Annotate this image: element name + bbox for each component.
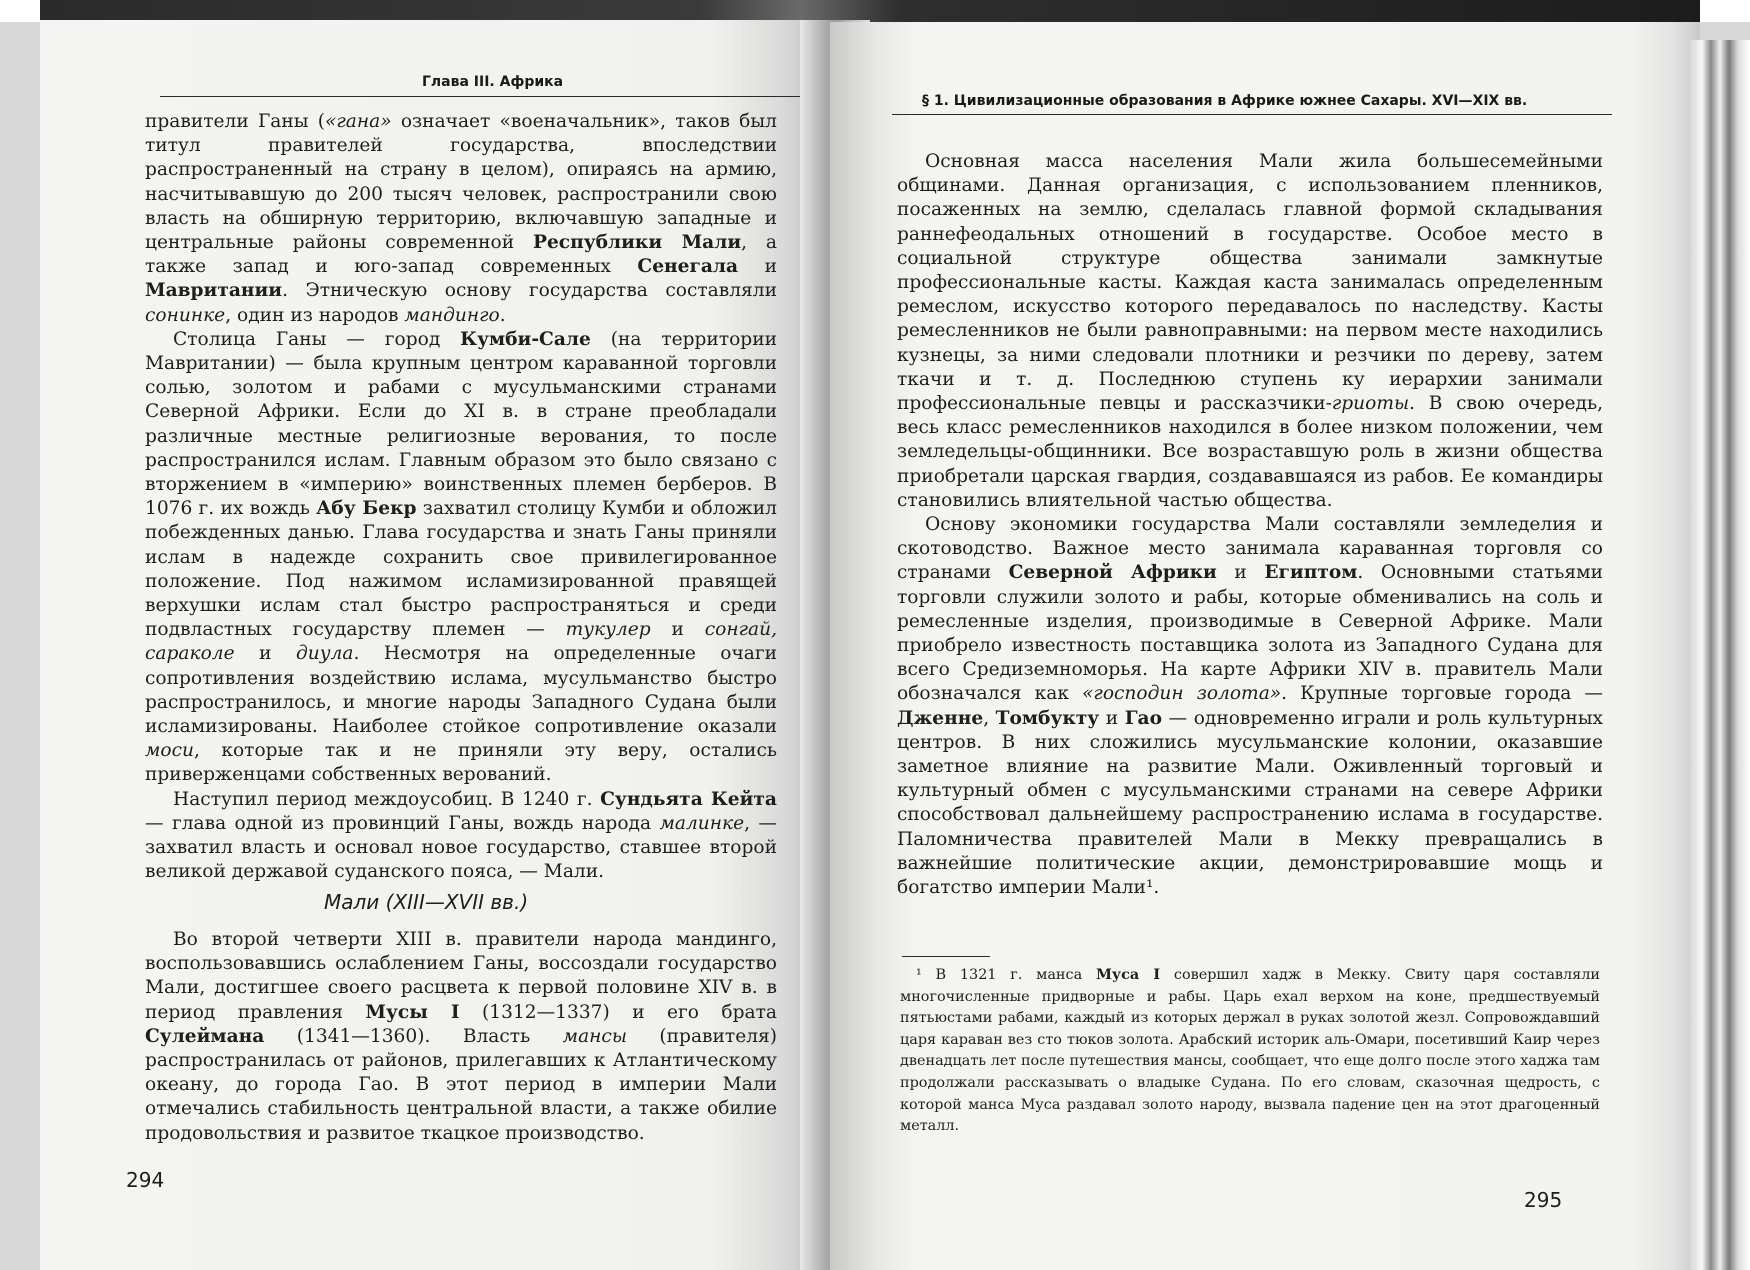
bold-term: Дженне: [897, 707, 984, 729]
italic-term: сонинке: [145, 304, 226, 326]
bold-term: Мавритании: [145, 280, 283, 302]
italic-term: мандинго: [404, 304, 500, 326]
page-number-left: 294: [126, 1168, 165, 1192]
right-page: [830, 22, 1700, 1270]
italic-term: тукулер: [565, 619, 651, 641]
footnote-text: ¹ В 1321 г. манса Муса I совершил хадж в Мекку. Свиту царя составляли многочисленные придворные и рабы. Царь ехал верхом на коне, предшествуемый пятьюстами рабами, каждый из которых держал в руках золотой жезл. Сопровождавший царя караван вез сто тюков золота. Арабский историк аль-Омари, посетивший Каир через двенадцать лет после путешествия мансы, сообщает, что еще долго после этого хаджа там продолжали рассказывать о владыке Судана. По его словам, сказочная щедрость, с которой манса Муса раздавал золото народу, вызвала падение цен на этот драгоценный металл.: [900, 966, 1600, 1135]
italic-term: сонгай, сараколе: [145, 619, 777, 665]
paragraph: Основу экономики государства Мали составляли земледелия и скотоводство. Важное место занимала караванная торговля со странами Северной Африки и Египтом. Основными статьями торговли служили золото и рабы, которые обменивались на соль и ремесленные изделия, производимые в Северной Африке. Мали приобрело известность поставщика золота из Западного Судана для всего Средиземноморья. На карте Африки XIV в. правитель Мали обозначался как «господин золота». Крупные торговые города — Дженне, Томбукту и Гао — одновременно играли и роль культурных центров. В них сложились мусульманские колонии, оказавшие заметное влияние на развитие Мали. Оживленный торговый и культурный обмен с мусульманскими странами на севере Африки способствовал дальнейшему распространению ислама в государстве. Паломничества правителей Мали в Мекку превращались в важнейшие политические акции, демонстрировавшие мощь и богатство империи Мали¹.: [897, 514, 1603, 899]
scan-top-border: [0, 0, 1750, 22]
italic-term: диула: [295, 643, 354, 665]
section-subheading: Мали (XIII—XVII вв.): [324, 890, 529, 914]
italic-term: моси: [145, 740, 194, 762]
bold-term: Мусы I: [365, 1001, 460, 1023]
paragraph: Во второй четверти XIII в. правители народа мандинго, воспользовавшись ослаблением Ганы, воссоздали государство Мали, достигшее своего расцвета к первой половине XIV в. в период правления Мусы I (1312—1337) и его брата Сулеймана (1341—1360). Власть мансы (правителя) распространилась от районов, прилегавших к Атлантическому океану, до города Гао. В этот период в империи Мали отмечались стабильность центральной власти, а также обилие продовольствия и развитое ткацкое производство.: [145, 929, 777, 1144]
paragraph: Столица Ганы — город Кумби-Сале (на территории Мавритании) — была крупным центром караванной торговли солью, золотом и рабами с мусульманскими странами Северной Африки. Если до XI в. в стране преобладали различные местные религиозные верования, то после распространился ислам. Главным образом это было связано с вторжением в «империю» воинственных племен берберов. В 1076 г. их вождь Абу Бекр захватил столицу Кумби и обложил побежденных данью. Глава государства и знать Ганы приняли ислам в надежде сохранить свое привилегированное положение. Под нажимом исламизированной правящей верхушки ислам стал быстро распространяться и среди подвластных государству племен — тукулер и сонгай, сараколе и диула. Несмотря на определенные очаги сопротивления воздействию ислама, мусульманство быстро распространилось, и многие народы Западного Судана были исламизированы. Наиболее стойкое сопротивление оказали моси, которые так и не приняли эту веру, остались приверженцами собственных верований.: [145, 328, 778, 786]
footnote-rule: [902, 956, 990, 957]
right-body-text: [897, 150, 1603, 900]
book-page-edge: [1690, 40, 1750, 1270]
bold-term: Томбукту: [995, 707, 1100, 729]
bold-term: Северной Африки: [1008, 562, 1217, 584]
italic-term: мансы: [562, 1025, 627, 1047]
bold-term: Кумби-Сале: [460, 328, 591, 350]
bold-term: Республики Мали: [532, 232, 742, 254]
left-body-text: [145, 110, 777, 885]
left-body-text-2: [145, 928, 777, 1146]
bold-term: Сулеймана: [145, 1025, 265, 1047]
paragraph: Основная масса населения Мали жила большесемейными общинами. Данная организация, с использованием пленников, посаженных на землю, сделалась главной формой складывания раннефеодальных отношений в государстве. Особое место в социальной структуре общества занимали замкнутые профессиональные касты. Каждая каста занималась определенным ремеслом, искусство которого передавалось по наследству. Касты ремесленников не были равноправными: на первом месте находились кузнецы, за ними следовали плотники и резчики по дереву, затем ткачи и т. д. Последнюю ступень ку иерархии занимали профессиональные певцы и рассказчики-гриоты. В свою очередь, весь класс ремесленников находился в более низком положении, чем земледельцы-общинники. Все возраставшую роль в жизни общества приобретали царская гвардия, создававшаяся из рабов. Ее командиры становились влиятельной частью общества.: [897, 151, 1603, 511]
paragraph: правители Ганы («гана» означает «военачальник», таков был титул правителей государства, впоследствии распространенный на страну в целом), опираясь на армию, насчитывавшую до 200 тысяч человек, распространили свою власть на обширную территорию, включавшую западные и центральные районы современной Республики Мали, а также запад и юго-запад современных Сенегала и Мавритании. Этническую основу государства составляли сонинке, один из народов мандинго.: [145, 111, 778, 326]
header-rule-right: [892, 114, 1612, 115]
bold-term: Сенегала: [637, 256, 739, 278]
running-head-right: § 1. Цивилизационные образования в Африке южнее Сахары. XVI—XIX вв.: [922, 93, 1528, 109]
bold-term: Гао: [1124, 707, 1162, 729]
italic-term: «гана»: [325, 111, 392, 132]
footnote: [900, 964, 1600, 1138]
bold-term: Муса I: [1095, 966, 1161, 983]
bold-term: Сундьята Кейта: [600, 788, 777, 810]
left-page: [40, 20, 830, 1270]
page-number-right: 295: [1524, 1188, 1563, 1212]
italic-term: малинке: [659, 812, 745, 834]
running-head-left: Глава III. Африка: [422, 74, 564, 90]
italic-term: гриоты: [1331, 393, 1410, 415]
italic-term: «господин золота»: [1082, 683, 1282, 705]
bold-term: Абу Бекр: [316, 498, 417, 520]
bold-term: Египтом: [1264, 562, 1358, 584]
paragraph: Наступил период междоусобиц. В 1240 г. Сундьята Кейта — глава одной из провинций Ганы, вождь народа малинке, — захватил власть и основал новое государство, ставшее второй великой державой суданского пояса, — Мали.: [145, 788, 777, 883]
header-rule-left: [160, 96, 830, 97]
